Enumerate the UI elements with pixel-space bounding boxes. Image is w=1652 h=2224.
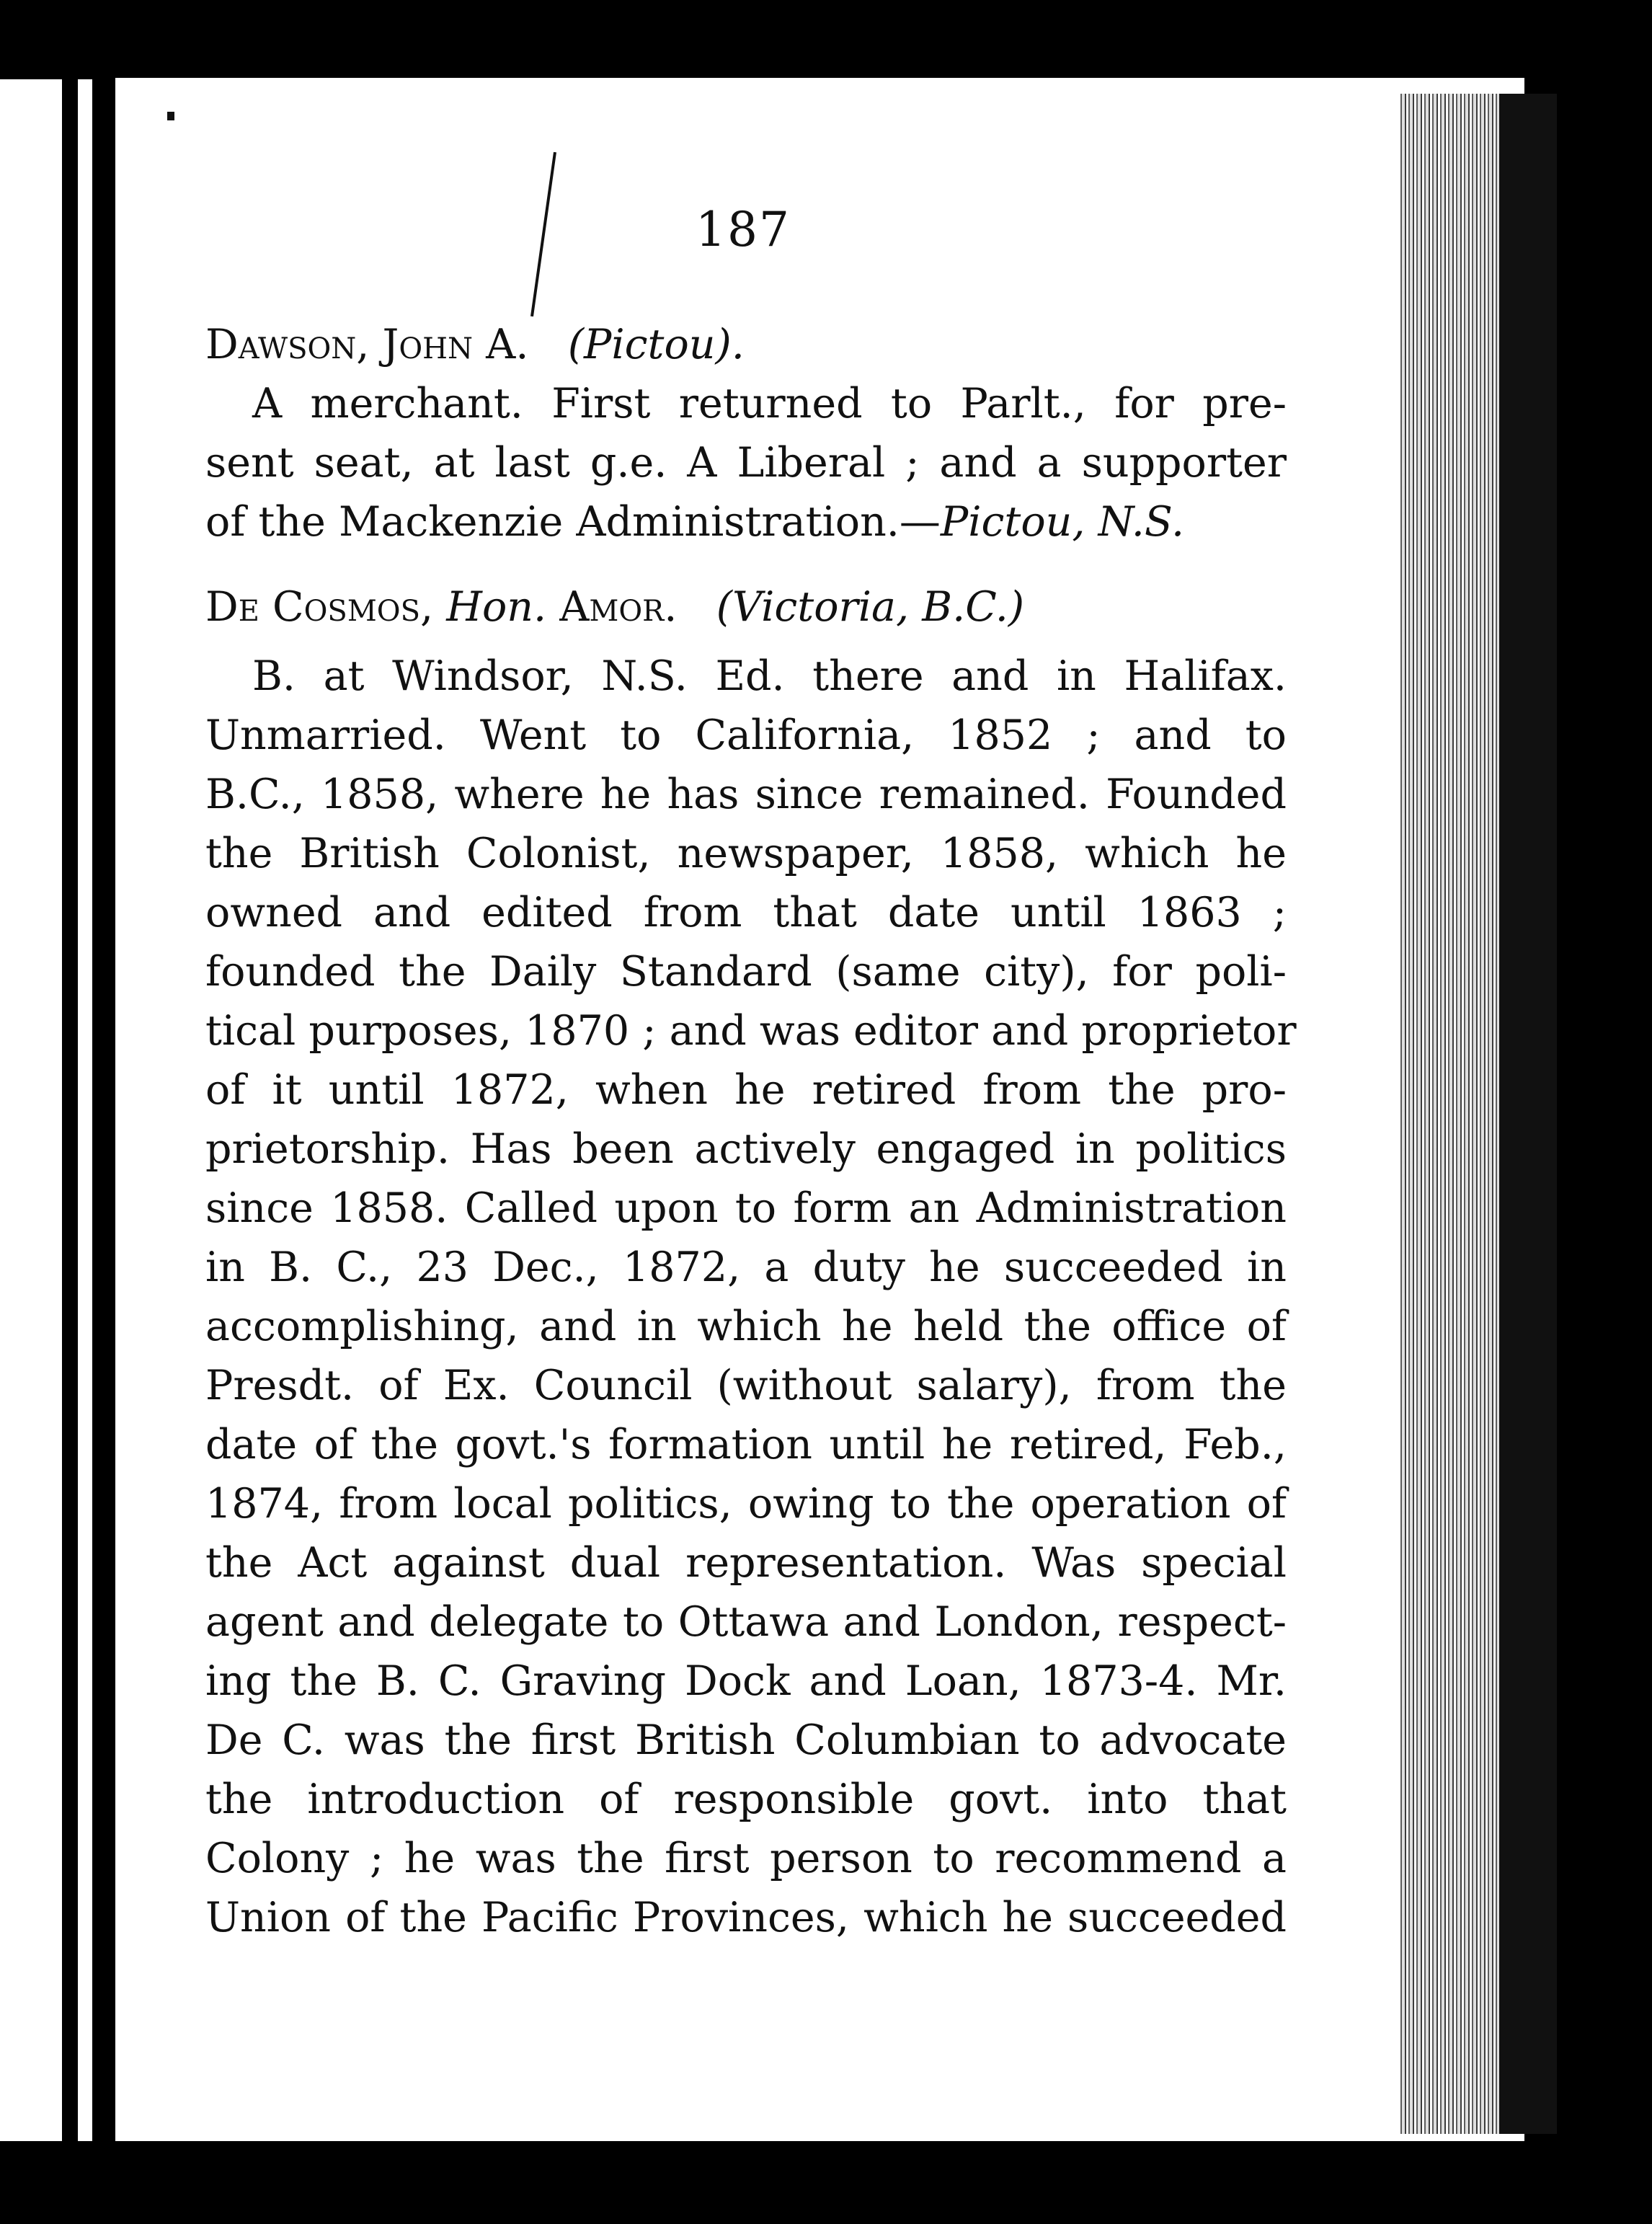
entry-text-line: since 1858. Called upon to form an Administration bbox=[205, 1184, 1287, 1232]
entry-text-line: owned and edited from that date until 1863 ; bbox=[205, 889, 1287, 936]
entry-honorific: Hon. bbox=[446, 583, 547, 631]
entry-address: Pictou, N.S. bbox=[940, 498, 1185, 546]
entry-heading-dawson bbox=[205, 323, 745, 366]
book-spine bbox=[1499, 94, 1557, 2134]
entry-text-line: accomplishing, and in which he held the office of bbox=[205, 1303, 1287, 1350]
scan-mark bbox=[167, 112, 174, 120]
page-left-margin bbox=[0, 79, 92, 2141]
entry-text-line: the British Colonist, newspaper, 1858, which he bbox=[205, 830, 1287, 877]
entry-text-line: in B. C., 23 Dec., 1872, a duty he succeeded in bbox=[205, 1244, 1287, 1291]
entry-text-line: sent seat, at last g.e. A Liberal ; and a supporter bbox=[205, 439, 1287, 487]
entry-text-line: prietorship. Has been actively engaged in politics bbox=[205, 1125, 1287, 1173]
entry-text-line: Union of the Pacific Provinces, which he succeeded bbox=[205, 1894, 1287, 1941]
entry-text-line: founded the Daily Standard (same city), for poli- bbox=[205, 948, 1287, 996]
entry-text-line: date of the govt.'s formation until he retired, Feb., bbox=[205, 1421, 1287, 1468]
entry-text-line: De C. was the first British Columbian to advocate bbox=[205, 1716, 1287, 1764]
entry-constituency: (Pictou). bbox=[567, 321, 745, 368]
entry-text-line: B. at Windsor, N.S. Ed. there and in Halifax. bbox=[252, 652, 1287, 700]
entry-heading-de-cosmos bbox=[205, 585, 1024, 629]
entry-text-line: tical purposes, 1870 ; and was editor and proprietor bbox=[205, 1007, 1297, 1055]
entry-text-fragment: of the Mackenzie Administration.— bbox=[205, 498, 941, 546]
entry-forename: Amor. bbox=[559, 583, 678, 631]
entry-name: Dawson, John A. bbox=[205, 321, 529, 368]
entry-text-line: 1874, from local politics, owing to the operation of bbox=[205, 1480, 1287, 1528]
entry-text-line: Presdt. of Ex. Council (without salary), from the bbox=[205, 1362, 1287, 1409]
entry-text-line: agent and delegate to Ottawa and London, respect- bbox=[205, 1598, 1287, 1646]
entry-text-line: B.C., 1858, where he has since remained. Founded bbox=[205, 771, 1287, 818]
entry-text-line: Unmarried. Went to California, 1852 ; and to bbox=[205, 712, 1287, 759]
entry-text-line: ing the B. C. Graving Dock and Loan, 1873-4. Mr. bbox=[205, 1657, 1287, 1705]
entry-text-line: Colony ; he was the first person to recommend a bbox=[205, 1835, 1287, 1882]
entry-text-line bbox=[205, 500, 1287, 544]
entry-surname: De Cosmos, bbox=[205, 583, 434, 631]
page-number: 187 bbox=[696, 202, 791, 257]
page-binding-rule bbox=[62, 79, 78, 2141]
entry-constituency: (Victoria, B.C.) bbox=[716, 583, 1025, 631]
entry-text-line: the Act against dual representation. Was special bbox=[205, 1539, 1287, 1587]
entry-text-line: A merchant. First returned to Parlt., for pre- bbox=[252, 380, 1287, 427]
entry-text-line: of it until 1872, when he retired from the pro- bbox=[205, 1066, 1287, 1114]
entry-text-line: the introduction of responsible govt. into that bbox=[205, 1776, 1287, 1823]
